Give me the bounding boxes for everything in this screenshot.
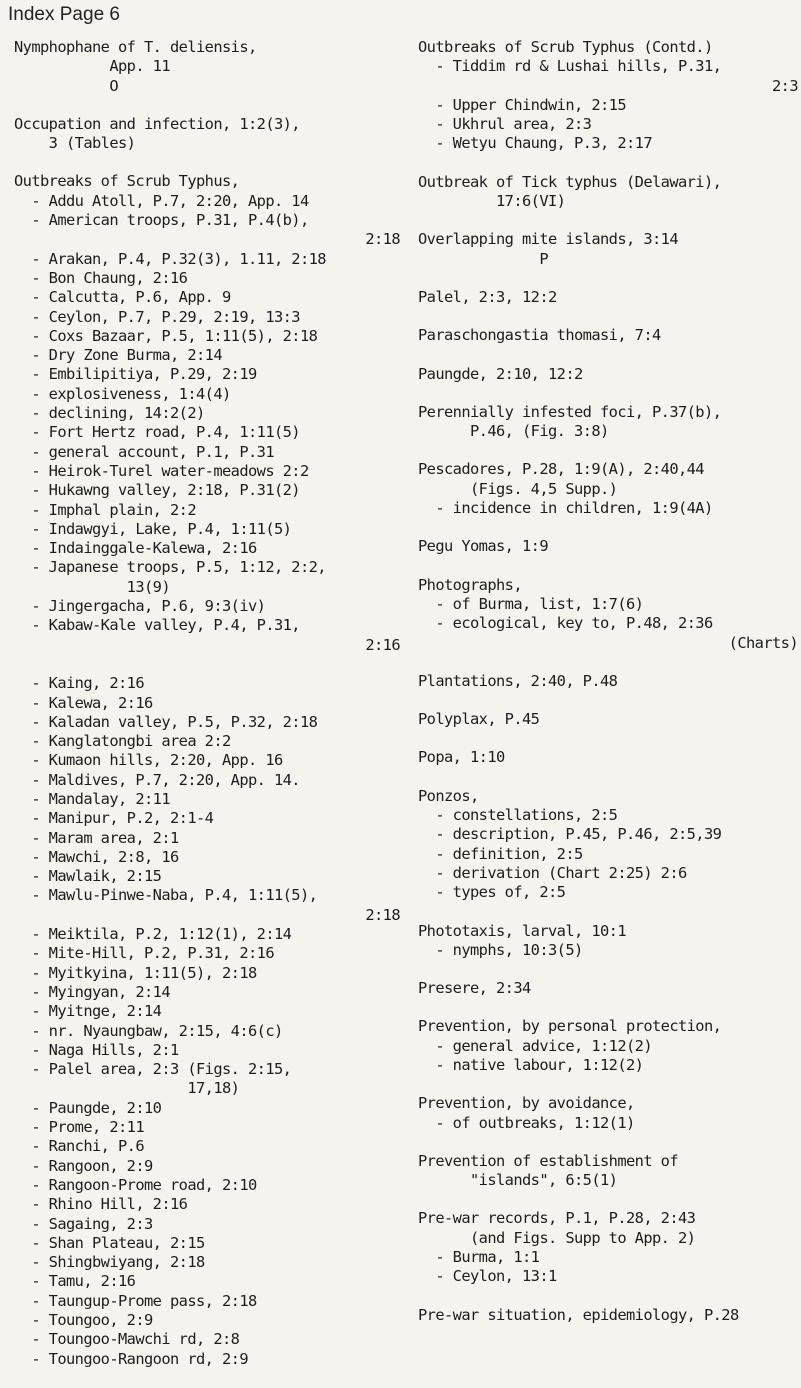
index-line: - Mandalay, 2:11 [14, 789, 170, 808]
index-line: Palel, 2:3, 12:2 [418, 287, 557, 306]
index-line: 2:18 [365, 230, 400, 249]
index-line: - Kaing, 2:16 [14, 674, 144, 693]
index-line: Ponzos, [418, 786, 479, 805]
index-line: Plantations, 2:40, P.48 [418, 671, 618, 690]
index-entry [418, 230, 798, 269]
index-entry [418, 173, 798, 212]
index-line: Outbreak of Tick typhus (Delawari), [418, 172, 722, 191]
index-line: - Naga Hills, 2:1 [14, 1040, 179, 1059]
index-line: 13(9) [14, 577, 170, 596]
index-entry [418, 288, 798, 307]
index-line: Outbreaks of Scrub Typhus, [14, 172, 240, 191]
index-entry [418, 38, 798, 154]
index-line: - Meiktila, P.2, 1:12(1), 2:14 [14, 925, 292, 944]
index-line: - Wetyu Chaung, P.3, 2:17 [418, 134, 652, 153]
index-line: - Jingergacha, P.6, 9:3(iv) [14, 597, 266, 616]
index-line: - Burma, 1:1 [418, 1248, 540, 1267]
index-entry [418, 1306, 798, 1325]
index-line: - types of, 2:5 [418, 883, 566, 902]
index-line: - Mawlu-Pinwe-Naba, P.4, 1:11(5), [14, 886, 318, 905]
index-entry [418, 576, 798, 653]
index-line: - Myingyan, 2:14 [14, 982, 170, 1001]
index-line: - definition, 2:5 [418, 844, 583, 863]
index-line: 17,18) [14, 1079, 240, 1098]
index-line: - Manipur, P.2, 2:1-4 [14, 809, 214, 828]
index-line: - Kumaon hills, 2:20, App. 16 [14, 751, 283, 770]
index-line: - Indawgyi, Lake, P.4, 1:11(5) [14, 519, 292, 538]
index-line: Presere, 2:34 [418, 979, 531, 998]
index-line: - Ukhrul area, 2:3 [418, 115, 592, 134]
index-line: - of Burma, list, 1:7(6) [418, 594, 644, 613]
index-line: P.46, (Fig. 3:8) [418, 422, 609, 441]
index-entry [418, 922, 798, 961]
index-line: - Bon Chaung, 2:16 [14, 268, 188, 287]
index-line: - Palel area, 2:3 (Figs. 2:15, [14, 1060, 292, 1079]
index-line: - description, P.45, P.46, 2:5,39 [418, 825, 722, 844]
index-line: - derivation (Chart 2:25) 2:6 [418, 863, 687, 882]
index-line: - of outbreaks, 1:12(1) [418, 1113, 635, 1132]
index-line: - Toungoo-Mawchi rd, 2:8 [14, 1330, 240, 1349]
index-entry [418, 710, 798, 729]
index-line: - Upper Chindwin, 2:15 [418, 95, 626, 114]
index-line: - ecological, key to, P.48, 2:36 [418, 614, 713, 633]
index-line: - Kalewa, 2:16 [14, 693, 153, 712]
index-entry [14, 115, 400, 154]
index-entry [418, 748, 798, 767]
index-line: - Mawchi, 2:8, 16 [14, 847, 179, 866]
index-line: - Mawlaik, 2:15 [14, 867, 162, 886]
index-line: - general account, P.1, P.31 [14, 442, 274, 461]
index-entry [418, 1209, 798, 1286]
index-line: - Mite-Hill, P.2, P.31, 2:16 [14, 944, 274, 963]
index-line: - Tamu, 2:16 [14, 1272, 136, 1291]
index-line: - explosiveness, 1:4(4) [14, 384, 231, 403]
index-line: - Addu Atoll, P.7, 2:20, App. 14 [14, 191, 309, 210]
index-line: - Sagaing, 2:3 [14, 1214, 153, 1233]
index-entry [418, 537, 798, 556]
index-line: - Shingbwiyang, 2:18 [14, 1253, 205, 1272]
index-line: - Calcutta, P.6, App. 9 [14, 288, 231, 307]
index-line: - Maldives, P.7, 2:20, App. 14. [14, 770, 300, 789]
index-line: - Myitnge, 2:14 [14, 1002, 162, 1021]
index-line: (Charts) [728, 633, 798, 652]
index-line: - Coxs Bazaar, P.5, 1:11(5), 2:18 [14, 326, 318, 345]
index-line: - Rhino Hill, 2:16 [14, 1195, 188, 1214]
index-line: Popa, 1:10 [418, 748, 505, 767]
index-line: - Myitkyina, 1:11(5), 2:18 [14, 963, 257, 982]
index-line: Pre-war records, P.1, P.28, 2:43 [418, 1209, 696, 1228]
index-line: - Rangoon-Prome road, 2:10 [14, 1175, 257, 1194]
index-line: Pescadores, P.28, 1:9(A), 2:40,44 [418, 460, 704, 479]
index-line: - nr. Nyaungbaw, 2:15, 4:6(c) [14, 1021, 283, 1040]
index-line: Overlapping mite islands, 3:14 [418, 230, 678, 249]
index-line: (Figs. 4,5 Supp.) [418, 479, 618, 498]
index-line: - Prome, 2:11 [14, 1118, 144, 1137]
index-line: 2:16 [365, 635, 400, 654]
index-entry [418, 460, 798, 518]
index-line: P [418, 249, 548, 268]
index-entry [418, 326, 798, 345]
index-line: Nymphophane of T. deliensis, [14, 38, 257, 56]
index-line: - incidence in children, 1:9(4A) [418, 499, 713, 518]
index-line: - Rangoon, 2:9 [14, 1156, 153, 1175]
index-line: - Toungoo, 2:9 [14, 1311, 153, 1329]
index-line: O [14, 76, 118, 95]
index-line: (and Figs. Supp to App. 2) [418, 1228, 696, 1247]
index-line: Pre-war situation, epidemiology, P.28 [418, 1305, 739, 1324]
index-line: 2:3 [772, 76, 798, 95]
index-line: Pegu Yomas, 1:9 [418, 537, 548, 556]
index-line: - Ceylon, 13:1 [418, 1267, 557, 1286]
index-line: - Japanese troops, P.5, 1:12, 2:2, [14, 558, 326, 577]
index-line: - Kanglatongbi area 2:2 [14, 732, 231, 751]
index-entry [418, 1152, 798, 1191]
index-line: - Kabaw-Kale valley, P.4, P.31, [14, 616, 300, 635]
index-line: - Ceylon, P.7, P.29, 2:19, 13:3 [14, 307, 300, 326]
index-line: - Shan Plateau, 2:15 [14, 1233, 205, 1252]
index-line: App. 11 [14, 57, 170, 76]
index-line [14, 655, 400, 674]
index-line: - Dry Zone Burma, 2:14 [14, 346, 222, 365]
index-line: - declining, 14:2(2) [14, 404, 205, 423]
index-entry [418, 979, 798, 998]
index-line: Paungde, 2:10, 12:2 [418, 364, 583, 383]
index-entry [418, 365, 798, 384]
index-line: - Hukawng valley, 2:18, P.31(2) [14, 481, 300, 500]
index-line: - Toungoo-Rangoon rd, 2:9 [14, 1349, 248, 1368]
index-line: - Imphal plain, 2:2 [14, 500, 196, 519]
page-header: Index Page 6 [8, 4, 120, 25]
index-line: Perennially infested foci, P.37(b), [418, 402, 722, 421]
index-line: Prevention, by avoidance, [418, 1094, 635, 1113]
index-entry [14, 38, 400, 96]
index-line: Prevention of establishment of [418, 1151, 678, 1170]
index-line: Occupation and infection, 1:2(3), [14, 114, 300, 133]
index-entry [418, 787, 798, 903]
index-line: Phototaxis, larval, 10:1 [418, 921, 626, 940]
index-line: - native labour, 1:12(2) [418, 1055, 644, 1074]
index-line: 17:6(VI) [418, 192, 566, 211]
index-line: - Indainggale-Kalewa, 2:16 [14, 539, 257, 558]
index-line: - Ranchi, P.6 [14, 1137, 144, 1156]
right-column [418, 38, 798, 1344]
index-line: - general advice, 1:12(2) [418, 1036, 652, 1055]
index-line: Polyplax, P.45 [418, 710, 540, 729]
index-line: - nymphs, 10:3(5) [418, 940, 583, 959]
index-line: - Tiddim rd & Lushai hills, P.31, [418, 57, 722, 76]
index-entry [418, 1017, 798, 1075]
index-line: - Embilipitiya, P.29, 2:19 [14, 365, 257, 384]
index-line: - Maram area, 2:1 [14, 828, 179, 847]
index-line: - Kaladan valley, P.5, P.32, 2:18 [14, 712, 318, 731]
index-entry [418, 672, 798, 691]
index-line: - Paungde, 2:10 [14, 1098, 162, 1117]
index-line: Prevention, by personal protection, [418, 1017, 722, 1036]
index-line: "islands", 6:5(1) [418, 1171, 618, 1190]
index-line: - Fort Hertz road, P.4, 1:11(5) [14, 423, 300, 442]
index-line: - constellations, 2:5 [418, 806, 618, 825]
index-line: Paraschongastia thomasi, 7:4 [418, 326, 661, 345]
index-line: Outbreaks of Scrub Typhus (Contd.) [418, 38, 713, 56]
index-line: 2:18 [365, 905, 400, 924]
index-entry [14, 172, 400, 1368]
index-line: 3 (Tables) [14, 134, 136, 153]
index-entry [418, 1094, 798, 1133]
index-line: - Taungup-Prome pass, 2:18 [14, 1291, 257, 1310]
index-line: - Arakan, P.4, P.32(3), 1.11, 2:18 [14, 249, 326, 268]
index-line: Photographs, [418, 575, 522, 594]
index-entry [418, 403, 798, 442]
index-line: - Heirok-Turel water-meadows 2:2 [14, 461, 309, 480]
left-column [14, 38, 400, 1388]
index-line: - American troops, P.31, P.4(b), [14, 211, 309, 230]
